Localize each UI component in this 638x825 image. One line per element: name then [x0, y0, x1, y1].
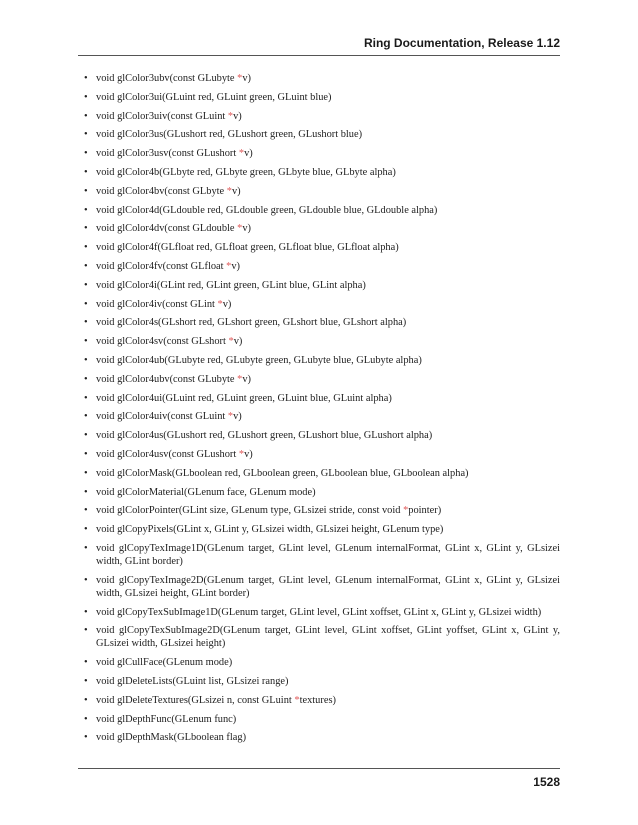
bullet-icon: • — [84, 110, 88, 122]
function-signature: void glCopyTexSubImage1D(GLenum target, GLint level, GLint xoffset, GLint x, GLint y, GLsizei width) — [96, 606, 542, 618]
function-signature: void glColor3ui(GLuint red, GLuint green, GLuint blue) — [96, 91, 332, 103]
pointer-asterisk: * — [238, 448, 245, 460]
function-signature: void glColor3us(GLushort red, GLushort green, GLushort blue) — [96, 129, 363, 141]
function-signature: void glColorPointer(GLint size, GLenum type, GLsizei stride, const void — [96, 505, 404, 517]
list-item — [78, 624, 560, 650]
page-number: 1528 — [533, 775, 560, 789]
bullet-icon: • — [84, 430, 88, 442]
function-signature-tail: pointer) — [408, 505, 442, 517]
footer-divider — [78, 768, 560, 769]
function-signature: void glColor4bv(const GLbyte — [96, 185, 227, 197]
list-item — [78, 429, 560, 442]
pointer-asterisk: * — [237, 73, 243, 84]
function-signature-tail: v) — [233, 110, 242, 122]
function-signature: void glColor4d(GLdouble red, GLdouble green, GLdouble blue, GLdouble alpha) — [96, 204, 438, 216]
function-list — [78, 72, 560, 750]
function-signature: void glCopyTexImage2D(GLenum target, GLint level, GLenum internalFormat, GLint x, GLint y, GLsizei width, GLsizei height, GLint border) — [96, 574, 560, 599]
function-signature: void glColor4ub(GLubyte red, GLubyte green, GLubyte blue, GLubyte alpha) — [96, 354, 422, 366]
pointer-asterisk: * — [226, 260, 232, 272]
function-signature-tail: v) — [242, 73, 251, 84]
bullet-icon: • — [84, 73, 88, 84]
bullet-icon: • — [84, 260, 88, 272]
bullet-icon: • — [84, 354, 88, 366]
list-item — [78, 606, 560, 619]
function-signature: void glColor4sv(const GLshort — [96, 336, 229, 348]
function-signature: void glDepthFunc(GLenum func) — [96, 713, 237, 725]
bullet-icon: • — [84, 694, 88, 706]
list-item — [78, 542, 560, 568]
list-item — [78, 731, 560, 744]
list-item — [78, 316, 560, 329]
list-item — [78, 656, 560, 669]
list-item — [78, 128, 560, 141]
pointer-asterisk: * — [294, 694, 300, 706]
list-item — [78, 467, 560, 480]
list-item — [78, 222, 560, 235]
function-signature-tail: v) — [233, 336, 243, 348]
list-item — [78, 373, 560, 386]
bullet-icon: • — [84, 317, 88, 329]
bullet-icon: • — [84, 279, 88, 291]
bullet-icon: • — [84, 574, 88, 586]
bullet-icon: • — [84, 448, 88, 460]
list-item — [78, 675, 560, 688]
bullet-icon: • — [84, 713, 88, 725]
bullet-icon: • — [84, 204, 88, 216]
function-signature: void glColorMask(GLboolean red, GLboolean green, GLboolean blue, GLboolean alpha) — [96, 467, 469, 479]
pointer-asterisk: * — [226, 185, 232, 197]
list-item — [78, 91, 560, 104]
pointer-asterisk: * — [237, 223, 243, 235]
list-item — [78, 241, 560, 254]
function-signature-tail: v) — [244, 448, 253, 460]
list-item — [78, 260, 560, 273]
pointer-asterisk: * — [227, 411, 234, 423]
pointer-asterisk: * — [237, 373, 243, 385]
pointer-asterisk: * — [228, 336, 234, 348]
function-signature: void glColor4s(GLshort red, GLshort green, GLshort blue, GLshort alpha) — [96, 317, 407, 329]
list-item — [78, 279, 560, 292]
function-signature: void glDeleteLists(GLuint list, GLsizei range) — [96, 675, 289, 687]
pointer-asterisk: * — [238, 148, 245, 160]
pointer-asterisk: * — [217, 298, 223, 310]
function-signature-tail: v) — [222, 298, 232, 310]
function-signature: void glColor4ubv(const GLubyte — [96, 373, 238, 385]
bullet-icon: • — [84, 166, 88, 178]
function-signature: void glColor4uiv(const GLuint — [96, 411, 228, 423]
function-signature: void glCopyPixels(GLint x, GLint y, GLsizei width, GLsizei height, GLenum type) — [96, 524, 444, 536]
function-signature: void glCopyTexSubImage2D(GLenum target, GLint level, GLint xoffset, GLint yoffset, GLint x, GLint y, GLsizei width, GLsizei height) — [96, 625, 560, 650]
list-item — [78, 298, 560, 311]
bullet-icon: • — [84, 298, 88, 310]
list-item — [78, 72, 560, 85]
function-signature: void glCopyTexImage1D(GLenum target, GLint level, GLenum internalFormat, GLint x, GLint y, GLsizei width, GLint border) — [96, 542, 560, 567]
list-item — [78, 354, 560, 367]
list-item — [78, 713, 560, 726]
bullet-icon: • — [84, 336, 88, 348]
list-item — [78, 486, 560, 499]
list-item — [78, 410, 560, 423]
function-signature: void glDepthMask(GLboolean flag) — [96, 732, 247, 744]
function-signature: void glColor4f(GLfloat red, GLfloat green, GLfloat blue, GLfloat alpha) — [96, 242, 399, 254]
function-signature: void glColor4dv(const GLdouble — [96, 223, 238, 235]
bullet-icon: • — [84, 373, 88, 385]
bullet-icon: • — [84, 675, 88, 687]
list-item — [78, 523, 560, 536]
list-item — [78, 392, 560, 405]
function-signature: void glColor3ubv(const GLubyte — [96, 73, 238, 84]
list-item — [78, 185, 560, 198]
bullet-icon: • — [84, 524, 88, 536]
list-item — [78, 504, 560, 517]
list-item — [78, 204, 560, 217]
bullet-icon: • — [84, 542, 88, 554]
function-signature-tail: v) — [231, 260, 241, 272]
function-signature-tail: v) — [244, 148, 253, 160]
function-signature-tail: v) — [233, 411, 242, 423]
bullet-icon: • — [84, 91, 88, 103]
function-signature: void glColor4i(GLint red, GLint green, GLint blue, GLint alpha) — [96, 279, 366, 291]
header-divider — [78, 55, 560, 56]
function-signature: void glColor4ui(GLuint red, GLuint green, GLuint blue, GLuint alpha) — [96, 392, 392, 404]
function-signature-tail: v) — [231, 185, 241, 197]
function-signature-tail: v) — [242, 373, 251, 385]
list-item — [78, 147, 560, 160]
list-item — [78, 574, 560, 600]
bullet-icon: • — [84, 625, 88, 637]
bullet-icon: • — [84, 148, 88, 160]
function-signature: void glColor4iv(const GLint — [96, 298, 218, 310]
bullet-icon: • — [84, 129, 88, 141]
function-signature: void glColor3usv(const GLushort — [96, 148, 239, 160]
function-signature-tail: v) — [242, 223, 251, 235]
function-signature: void glColor4b(GLbyte red, GLbyte green, GLbyte blue, GLbyte alpha) — [96, 166, 396, 178]
function-signature: void glColorMaterial(GLenum face, GLenum mode) — [96, 486, 316, 498]
pointer-asterisk: * — [403, 505, 409, 517]
bullet-icon: • — [84, 242, 88, 254]
function-signature-tail: textures) — [299, 694, 336, 706]
pointer-asterisk: * — [227, 110, 234, 122]
function-signature: void glCullFace(GLenum mode) — [96, 657, 233, 669]
bullet-icon: • — [84, 467, 88, 479]
bullet-icon: • — [84, 505, 88, 517]
bullet-icon: • — [84, 392, 88, 404]
list-item — [78, 694, 560, 707]
list-item — [78, 166, 560, 179]
bullet-icon: • — [84, 732, 88, 744]
function-signature: void glDeleteTextures(GLsizei n, const GLuint — [96, 694, 295, 706]
list-item — [78, 110, 560, 123]
function-signature: void glColor4us(GLushort red, GLushort green, GLushort blue, GLushort alpha) — [96, 430, 433, 442]
running-header: Ring Documentation, Release 1.12 — [363, 36, 560, 50]
bullet-icon: • — [84, 486, 88, 498]
function-signature: void glColor4usv(const GLushort — [96, 448, 239, 460]
list-item — [78, 448, 560, 461]
list-item — [78, 335, 560, 348]
bullet-icon: • — [84, 223, 88, 235]
function-signature: void glColor3uiv(const GLuint — [96, 110, 228, 122]
bullet-icon: • — [84, 411, 88, 423]
function-signature: void glColor4fv(const GLfloat — [96, 260, 227, 272]
bullet-icon: • — [84, 606, 88, 618]
bullet-icon: • — [84, 185, 88, 197]
bullet-icon: • — [84, 657, 88, 669]
